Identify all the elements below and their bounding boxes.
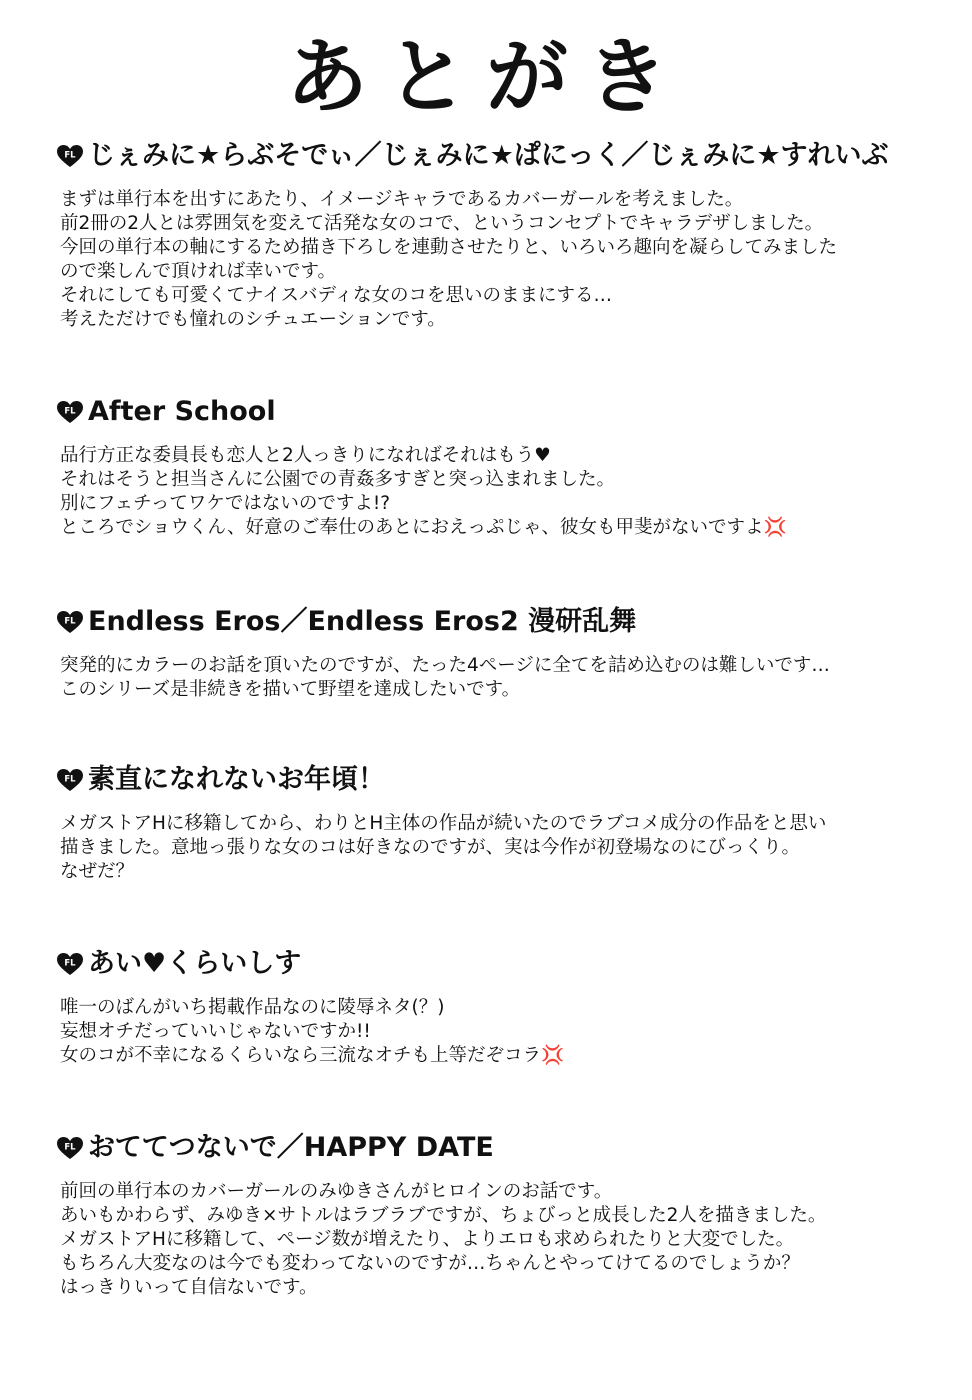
body-line: 描きました。意地っ張りな女のコは好きなのですが、実は今作が初登場なのにびっくり。 <box>60 837 801 858</box>
body-line: ところでショウくん、好意のご奉仕のあとにおえっぷじゃ、彼女も甲斐がないですよ💢 <box>60 517 787 538</box>
body-line: 前回の単行本のカバーガールのみゆきさんがヒロインのお話です。 <box>60 1181 613 1202</box>
svg-text:FL: FL <box>64 958 76 969</box>
heart-icon <box>56 144 84 168</box>
heart-icon <box>56 952 84 976</box>
section-body <box>60 812 936 884</box>
section-heading-text: After School <box>88 396 276 427</box>
body-line: 品行方正な委員長も恋人と2人っきりになればそれはもう♥ <box>60 445 551 466</box>
section-heading <box>56 1130 936 1166</box>
body-line: それにしても可愛くてナイスバディな女のコを思いのままにする… <box>60 285 613 306</box>
heart-icon <box>56 768 84 792</box>
section-heading <box>56 394 936 430</box>
page-title: あとがき <box>285 30 686 125</box>
body-line: はっきりいって自信ないです。 <box>60 1277 318 1298</box>
body-line: 唯一のばんがいち掲載作品なのに陵辱ネタ(？) <box>60 997 445 1018</box>
body-line: 今回の単行本の軸にするため描き下ろしを連動させたりと、いろいろ趣向を凝らしてみました <box>60 237 838 258</box>
section-heading <box>56 604 936 640</box>
section-heading <box>56 138 936 174</box>
section-heading <box>56 946 936 982</box>
body-line: 突発的にカラーのお話を頂いたのですが、たった4ページに全てを詰め込むのは難しいです… <box>60 655 830 676</box>
section-heading-text: Endless Eros／Endless Eros2 漫研乱舞 <box>88 606 637 637</box>
section-body <box>60 996 936 1068</box>
section-heading-text: じぇみに★らぶそでぃ／じぇみに★ぱにっく／じぇみに★すれいぶ <box>88 140 889 171</box>
svg-text:FL: FL <box>64 150 76 161</box>
section-endless-eros <box>56 604 936 702</box>
body-line: このシリーズ是非続きを描いて野望を達成したいです。 <box>60 679 521 700</box>
body-line: 別にフェチってワケではないのですよ!? <box>60 493 391 514</box>
section-body <box>60 1180 936 1300</box>
body-line: なぜだ？ <box>60 861 135 882</box>
body-line: 前2冊の2人とは雰囲気を変えて活発な女のコで、というコンセプトでキャラデザしました。 <box>60 213 824 234</box>
body-line: あいもかわらず、みゆき×サトルはラブラブですが、ちょびっと成長した2人を描きました。 <box>60 1205 827 1226</box>
body-line: メガストアHに移籍してから、わりとH主体の作品が続いたのでラブコメ成分の作品をと思い <box>60 813 827 834</box>
body-line: それはそうと担当さんに公園での青姦多すぎと突っ込まれました。 <box>60 469 616 490</box>
body-line: 考えただけでも憧れのシチュエーションです。 <box>60 309 446 330</box>
heart-icon <box>56 1136 84 1160</box>
body-line: メガストアHに移籍して、ページ数が増えたり、よりエロも求められたりと大変でした。 <box>60 1229 795 1250</box>
heart-icon <box>56 400 84 424</box>
svg-text:FL: FL <box>64 616 76 627</box>
section-heading-text: あい♥くらいしす <box>88 948 302 979</box>
section-heading <box>56 762 936 798</box>
section-body <box>60 444 936 540</box>
heart-icon <box>56 610 84 634</box>
svg-text:FL: FL <box>64 1142 76 1153</box>
body-line: 女のコが不幸になるくらいなら三流なオチも上等だぞコラ💢 <box>60 1045 565 1066</box>
section-heading-text: おててつないで／HAPPY DATE <box>88 1132 494 1163</box>
section-sunao <box>56 762 936 884</box>
section-gemini <box>56 138 936 332</box>
svg-text:FL: FL <box>64 406 76 417</box>
body-line: 妄想オチだっていいじゃないですか!! <box>60 1021 371 1042</box>
body-line: ので楽しんで頂ければ幸いです。 <box>60 261 337 282</box>
section-body <box>60 654 936 702</box>
section-after-school <box>56 394 936 540</box>
section-happy-date <box>56 1130 936 1300</box>
section-heading-text: 素直になれないお年頃！ <box>88 764 385 795</box>
body-line: まずは単行本を出すにあたり、イメージキャラであるカバーガールを考えました。 <box>60 189 744 210</box>
section-ai-crisis <box>56 946 936 1068</box>
section-body <box>60 188 936 332</box>
body-line: もちろん大変なのは今でも変わってないのですが…ちゃんとやってけてるのでしょうか？ <box>60 1253 800 1274</box>
svg-text:FL: FL <box>64 774 76 785</box>
